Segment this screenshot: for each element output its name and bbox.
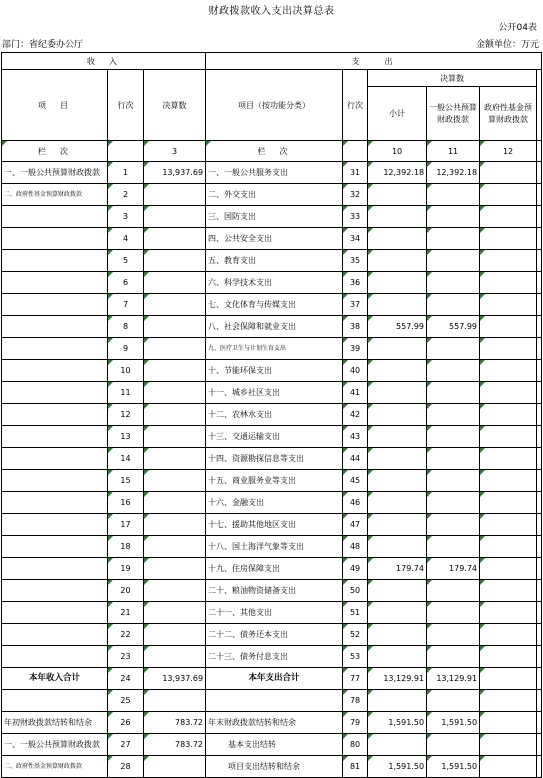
income-item-cell — [2, 404, 108, 426]
expense-gov-fund-cell — [480, 514, 537, 536]
expense-row-no-cell: 44 — [343, 448, 368, 470]
expense-gov-fund-cell — [480, 690, 537, 712]
expense-row-no-cell: 40 — [343, 360, 368, 382]
income-row-no-cell: 19 — [108, 558, 144, 580]
expense-general-cell — [427, 734, 480, 756]
expense-gov-fund-cell — [480, 712, 537, 734]
income-item-cell — [2, 360, 108, 382]
expense-row-no-cell: 34 — [343, 228, 368, 250]
expense-row-no-cell: 53 — [343, 646, 368, 668]
expense-row-no-cell: 39 — [343, 338, 368, 360]
expense-row-no-cell: 51 — [343, 602, 368, 624]
expense-gov-fund-cell — [480, 558, 537, 580]
income-amount-cell — [144, 602, 206, 624]
expense-general-cell — [427, 448, 480, 470]
expense-item-cell: 二十一、其他支出 — [206, 602, 343, 624]
expense-subtotal-cell: 13,129.91 — [368, 668, 427, 690]
expense-item-cell: 年末财政拨款结转和结余 — [206, 712, 343, 734]
expense-row-no-cell: 32 — [343, 184, 368, 206]
income-row-no-cell: 27 — [108, 734, 144, 756]
expense-row-no-cell: 45 — [343, 470, 368, 492]
expense-general-cell — [427, 646, 480, 668]
report-title: 财政拨款收入支出决算总表 — [208, 6, 335, 17]
expense-gov-fund-cell — [480, 624, 537, 646]
expense-general-cell: 1,591.50 — [427, 712, 480, 734]
income-row-no-cell: 4 — [108, 228, 144, 250]
table-row — [2, 228, 542, 250]
unit-label: 金额单位：万元 — [475, 40, 539, 50]
income-item-cell: 二、政府性基金预算财政拨款 — [2, 756, 108, 778]
income-item-cell — [2, 558, 108, 580]
income-row-no-cell: 1 — [108, 162, 144, 184]
income-item-cell: 本年收入合计 — [2, 668, 108, 690]
income-row-no-cell: 7 — [108, 294, 144, 316]
expense-subtotal-cell — [368, 294, 427, 316]
income-amount-cell — [144, 206, 206, 228]
expense-item-cell: 项目支出结转和结余 — [206, 756, 343, 778]
income-row-no-cell: 13 — [108, 426, 144, 448]
expense-general-cell — [427, 272, 480, 294]
expense-subtotal-cell — [368, 536, 427, 558]
expense-subtotal-cell: 1,591.50 — [368, 756, 427, 778]
income-row-no-cell: 6 — [108, 272, 144, 294]
expense-item-cell: 九、医疗卫生与计划生育支出 — [206, 338, 343, 360]
subtotal-header: 小计 — [368, 87, 427, 141]
table-row — [2, 668, 542, 690]
income-item-cell: 一、一般公共预算财政拨款 — [2, 734, 108, 756]
expense-general-cell — [427, 184, 480, 206]
expense-subtotal-cell — [368, 602, 427, 624]
expense-gov-fund-cell — [480, 426, 537, 448]
table-row — [2, 360, 542, 382]
expense-subtotal-cell — [368, 470, 427, 492]
expense-item-cell: 一、一般公共服务支出 — [206, 162, 343, 184]
expense-item-cell: 二十、粮油物资储备支出 — [206, 580, 343, 602]
col-index-2 — [108, 141, 144, 162]
income-item-cell — [2, 294, 108, 316]
table-row — [2, 250, 542, 272]
income-item-cell — [2, 470, 108, 492]
expense-gov-fund-cell — [480, 470, 537, 492]
table-row — [2, 536, 542, 558]
col-index-12: 12 — [480, 141, 537, 162]
income-row-no-cell: 26 — [108, 712, 144, 734]
expense-item-cell: 基本支出结转 — [206, 734, 343, 756]
final-accounts-table — [1, 52, 542, 778]
table-row — [2, 184, 542, 206]
expense-item-cell: 十、节能环保支出 — [206, 360, 343, 382]
income-amount-cell — [144, 294, 206, 316]
income-row-no-header: 行次 — [108, 70, 144, 141]
income-amount-cell — [144, 470, 206, 492]
table-row — [2, 734, 542, 756]
expense-general-cell — [427, 404, 480, 426]
table-row — [2, 162, 542, 184]
income-item-cell — [2, 382, 108, 404]
income-amount-cell — [144, 426, 206, 448]
expense-gov-fund-cell — [480, 316, 537, 338]
income-amount-cell — [144, 250, 206, 272]
table-row — [2, 602, 542, 624]
expense-general-cell: 557.99 — [427, 316, 480, 338]
expense-subtotal-cell: 557.99 — [368, 316, 427, 338]
income-amount-cell — [144, 272, 206, 294]
table-row — [2, 646, 542, 668]
income-item-cell — [2, 624, 108, 646]
income-amount-cell — [144, 404, 206, 426]
expense-general-cell — [427, 294, 480, 316]
income-item-cell — [2, 316, 108, 338]
col-label-expense: 栏 次 — [206, 141, 343, 162]
income-amount-cell — [144, 690, 206, 712]
expense-gov-fund-cell — [480, 382, 537, 404]
table-row — [2, 206, 542, 228]
col-index-11: 11 — [427, 141, 480, 162]
expense-row-no-cell: 43 — [343, 426, 368, 448]
expense-subtotal-cell — [368, 250, 427, 272]
expense-gov-fund-cell — [480, 360, 537, 382]
income-item-cell — [2, 228, 108, 250]
income-item-cell — [2, 580, 108, 602]
expense-general-cell — [427, 580, 480, 602]
table-row — [2, 624, 542, 646]
income-row-no-cell: 9 — [108, 338, 144, 360]
income-item-cell: 年初财政拨款结转和结余 — [2, 712, 108, 734]
income-item-header: 项 目 — [2, 70, 108, 141]
expense-subtotal-cell — [368, 272, 427, 294]
expense-gov-fund-cell — [480, 536, 537, 558]
col-index-5 — [343, 141, 368, 162]
income-amount-cell — [144, 756, 206, 778]
expense-subtotal-cell — [368, 360, 427, 382]
expense-general-cell — [427, 360, 480, 382]
table-row — [2, 492, 542, 514]
income-header: 收 入 — [2, 53, 206, 70]
expense-general-cell — [427, 470, 480, 492]
table-row — [2, 448, 542, 470]
income-item-cell — [2, 272, 108, 294]
expense-item-cell: 二、外交支出 — [206, 184, 343, 206]
expense-item-cell: 十九、住房保障支出 — [206, 558, 343, 580]
income-item-cell: 二、政府性基金预算财政拨款 — [2, 184, 108, 206]
expense-row-no-cell: 33 — [343, 206, 368, 228]
income-row-no-cell: 10 — [108, 360, 144, 382]
expense-row-no-cell: 37 — [343, 294, 368, 316]
expense-general-cell — [427, 250, 480, 272]
expense-subtotal-cell — [368, 228, 427, 250]
expense-item-cell: 七、文化体育与传媒支出 — [206, 294, 343, 316]
expense-gov-fund-cell — [480, 228, 537, 250]
income-amount-cell — [144, 184, 206, 206]
income-row-no-cell: 12 — [108, 404, 144, 426]
income-amount-cell: 13,937.69 — [144, 668, 206, 690]
expense-subtotal-cell — [368, 492, 427, 514]
expense-general-cell — [427, 492, 480, 514]
table-row — [2, 514, 542, 536]
expense-subtotal-cell: 12,392.18 — [368, 162, 427, 184]
income-row-no-cell: 21 — [108, 602, 144, 624]
expense-gov-fund-cell — [480, 448, 537, 470]
expense-row-no-cell: 79 — [343, 712, 368, 734]
expense-gov-fund-cell — [480, 668, 537, 690]
income-row-no-cell: 20 — [108, 580, 144, 602]
table-row — [2, 426, 542, 448]
expense-general-cell — [427, 382, 480, 404]
expense-item-cell: 本年支出合计 — [206, 668, 343, 690]
expense-row-no-cell: 38 — [343, 316, 368, 338]
income-amount-cell — [144, 624, 206, 646]
table-row — [2, 404, 542, 426]
expense-subtotal-cell — [368, 514, 427, 536]
table-row — [2, 756, 542, 778]
income-item-cell — [2, 206, 108, 228]
income-row-no-cell: 2 — [108, 184, 144, 206]
income-amount-cell: 13,937.69 — [144, 162, 206, 184]
expense-subtotal-cell — [368, 448, 427, 470]
expense-item-cell: 十三、交通运输支出 — [206, 426, 343, 448]
income-row-no-cell: 3 — [108, 206, 144, 228]
table-row — [2, 580, 542, 602]
income-amount-cell — [144, 382, 206, 404]
expense-item-cell: 十五、商业服务业等支出 — [206, 470, 343, 492]
income-item-cell — [2, 602, 108, 624]
expense-row-no-cell: 48 — [343, 536, 368, 558]
expense-row-no-cell: 77 — [343, 668, 368, 690]
expense-row-no-cell: 42 — [343, 404, 368, 426]
income-item-cell — [2, 448, 108, 470]
expense-general-cell — [427, 514, 480, 536]
form-number: 公开04表 — [498, 23, 537, 33]
income-item-cell — [2, 536, 108, 558]
table-row — [2, 316, 542, 338]
expense-gov-fund-cell — [480, 580, 537, 602]
gov-fund-header: 政府性基金预算财政拨款 — [480, 87, 537, 141]
expense-item-cell: 十七、援助其他地区支出 — [206, 514, 343, 536]
table-row — [2, 382, 542, 404]
table-row — [2, 294, 542, 316]
expense-subtotal-cell — [368, 404, 427, 426]
expense-subtotal-cell — [368, 206, 427, 228]
expense-item-cell: 十八、国土海洋气象等支出 — [206, 536, 343, 558]
income-amount-cell — [144, 536, 206, 558]
expense-item-header: 项目（按功能分类） — [206, 70, 343, 141]
expense-gov-fund-cell — [480, 294, 537, 316]
expense-general-cell — [427, 228, 480, 250]
expense-row-no-cell: 31 — [343, 162, 368, 184]
expense-gov-fund-cell — [480, 272, 537, 294]
income-row-no-cell: 22 — [108, 624, 144, 646]
expense-subtotal-cell — [368, 734, 427, 756]
table-row — [2, 470, 542, 492]
income-row-no-cell: 8 — [108, 316, 144, 338]
expense-gov-fund-cell — [480, 250, 537, 272]
income-amount-header: 决算数 — [144, 70, 206, 141]
income-item-cell — [2, 690, 108, 712]
table-row — [2, 338, 542, 360]
income-row-no-cell: 28 — [108, 756, 144, 778]
income-item-cell: 一、一般公共预算财政拨款 — [2, 162, 108, 184]
expense-general-cell — [427, 690, 480, 712]
income-item-cell — [2, 646, 108, 668]
expense-header: 支 出 — [206, 53, 542, 70]
expense-gov-fund-cell — [480, 756, 537, 778]
income-amount-cell — [144, 448, 206, 470]
expense-item-cell: 三、国防支出 — [206, 206, 343, 228]
expense-general-cell: 13,129.91 — [427, 668, 480, 690]
income-row-no-cell: 11 — [108, 382, 144, 404]
income-row-no-cell: 18 — [108, 536, 144, 558]
table-row — [2, 558, 542, 580]
expense-general-cell: 179.74 — [427, 558, 480, 580]
expense-subtotal-cell — [368, 690, 427, 712]
expense-subtotal-cell — [368, 426, 427, 448]
expense-row-no-cell: 36 — [343, 272, 368, 294]
expense-row-no-cell: 49 — [343, 558, 368, 580]
expense-item-cell: 六、科学技术支出 — [206, 272, 343, 294]
income-amount-cell — [144, 646, 206, 668]
expense-row-no-header: 行次 — [343, 70, 368, 141]
expense-row-no-cell: 80 — [343, 734, 368, 756]
expense-item-cell: 八、社会保障和就业支出 — [206, 316, 343, 338]
expense-row-no-cell: 50 — [343, 580, 368, 602]
table-row — [2, 690, 542, 712]
expense-subtotal-cell — [368, 184, 427, 206]
expense-item-cell: 二十三、债务付息支出 — [206, 646, 343, 668]
expense-gov-fund-cell — [480, 602, 537, 624]
income-item-cell — [2, 338, 108, 360]
income-amount-cell — [144, 514, 206, 536]
expense-gov-fund-cell — [480, 734, 537, 756]
expense-gov-fund-cell — [480, 162, 537, 184]
income-amount-cell — [144, 338, 206, 360]
expense-gov-fund-cell — [480, 206, 537, 228]
col-index-3: 3 — [144, 141, 206, 162]
income-item-cell — [2, 492, 108, 514]
expense-row-no-cell: 81 — [343, 756, 368, 778]
income-row-no-cell: 14 — [108, 448, 144, 470]
expense-general-cell: 12,392.18 — [427, 162, 480, 184]
expense-gov-fund-cell — [480, 184, 537, 206]
income-amount-cell — [144, 580, 206, 602]
income-row-no-cell: 25 — [108, 690, 144, 712]
expense-gov-fund-cell — [480, 492, 537, 514]
expense-subtotal-cell — [368, 580, 427, 602]
expense-item-cell: 十二、农林水支出 — [206, 404, 343, 426]
expense-row-no-cell: 52 — [343, 624, 368, 646]
expense-item-cell — [206, 690, 343, 712]
income-item-cell — [2, 426, 108, 448]
expense-general-cell — [427, 426, 480, 448]
expense-subtotal-cell — [368, 338, 427, 360]
income-row-no-cell: 24 — [108, 668, 144, 690]
income-amount-cell — [144, 558, 206, 580]
expense-subtotal-cell — [368, 382, 427, 404]
expense-row-no-cell: 47 — [343, 514, 368, 536]
expense-subtotal-cell — [368, 624, 427, 646]
expense-general-cell — [427, 602, 480, 624]
income-amount-cell — [144, 228, 206, 250]
expense-item-cell: 五、教育支出 — [206, 250, 343, 272]
expense-item-cell: 二十二、债务还本支出 — [206, 624, 343, 646]
expense-gov-fund-cell — [480, 404, 537, 426]
expense-final-header: 决算数 — [368, 70, 537, 87]
expense-row-no-cell: 35 — [343, 250, 368, 272]
income-amount-cell: 783.72 — [144, 734, 206, 756]
income-row-no-cell: 23 — [108, 646, 144, 668]
expense-gov-fund-cell — [480, 338, 537, 360]
expense-item-cell: 十一、城乡社区支出 — [206, 382, 343, 404]
expense-row-no-cell: 78 — [343, 690, 368, 712]
edge-gap — [537, 70, 542, 141]
income-row-no-cell: 5 — [108, 250, 144, 272]
income-row-no-cell: 17 — [108, 514, 144, 536]
income-amount-cell — [144, 492, 206, 514]
expense-subtotal-cell — [368, 646, 427, 668]
income-row-no-cell: 15 — [108, 470, 144, 492]
general-budget-header: 一般公共预算财政拨款 — [427, 87, 480, 141]
income-item-cell — [2, 514, 108, 536]
table-row — [2, 712, 542, 734]
income-item-cell — [2, 250, 108, 272]
table-row — [2, 272, 542, 294]
department-label: 部门：省纪委办公厅 — [2, 40, 84, 50]
income-row-no-cell: 16 — [108, 492, 144, 514]
expense-general-cell: 1,591.50 — [427, 756, 480, 778]
expense-general-cell — [427, 536, 480, 558]
expense-item-cell: 十四、资源勘探信息等支出 — [206, 448, 343, 470]
expense-row-no-cell: 46 — [343, 492, 368, 514]
expense-general-cell — [427, 624, 480, 646]
expense-row-no-cell: 41 — [343, 382, 368, 404]
expense-item-cell: 四、公共安全支出 — [206, 228, 343, 250]
col-label-income: 栏 次 — [2, 141, 108, 162]
expense-subtotal-cell: 179.74 — [368, 558, 427, 580]
expense-general-cell — [427, 338, 480, 360]
expense-general-cell — [427, 206, 480, 228]
col-index-10: 10 — [368, 141, 427, 162]
expense-subtotal-cell: 1,591.50 — [368, 712, 427, 734]
expense-gov-fund-cell — [480, 646, 537, 668]
income-amount-cell — [144, 316, 206, 338]
income-amount-cell — [144, 360, 206, 382]
income-amount-cell: 783.72 — [144, 712, 206, 734]
expense-item-cell: 十六、金融支出 — [206, 492, 343, 514]
